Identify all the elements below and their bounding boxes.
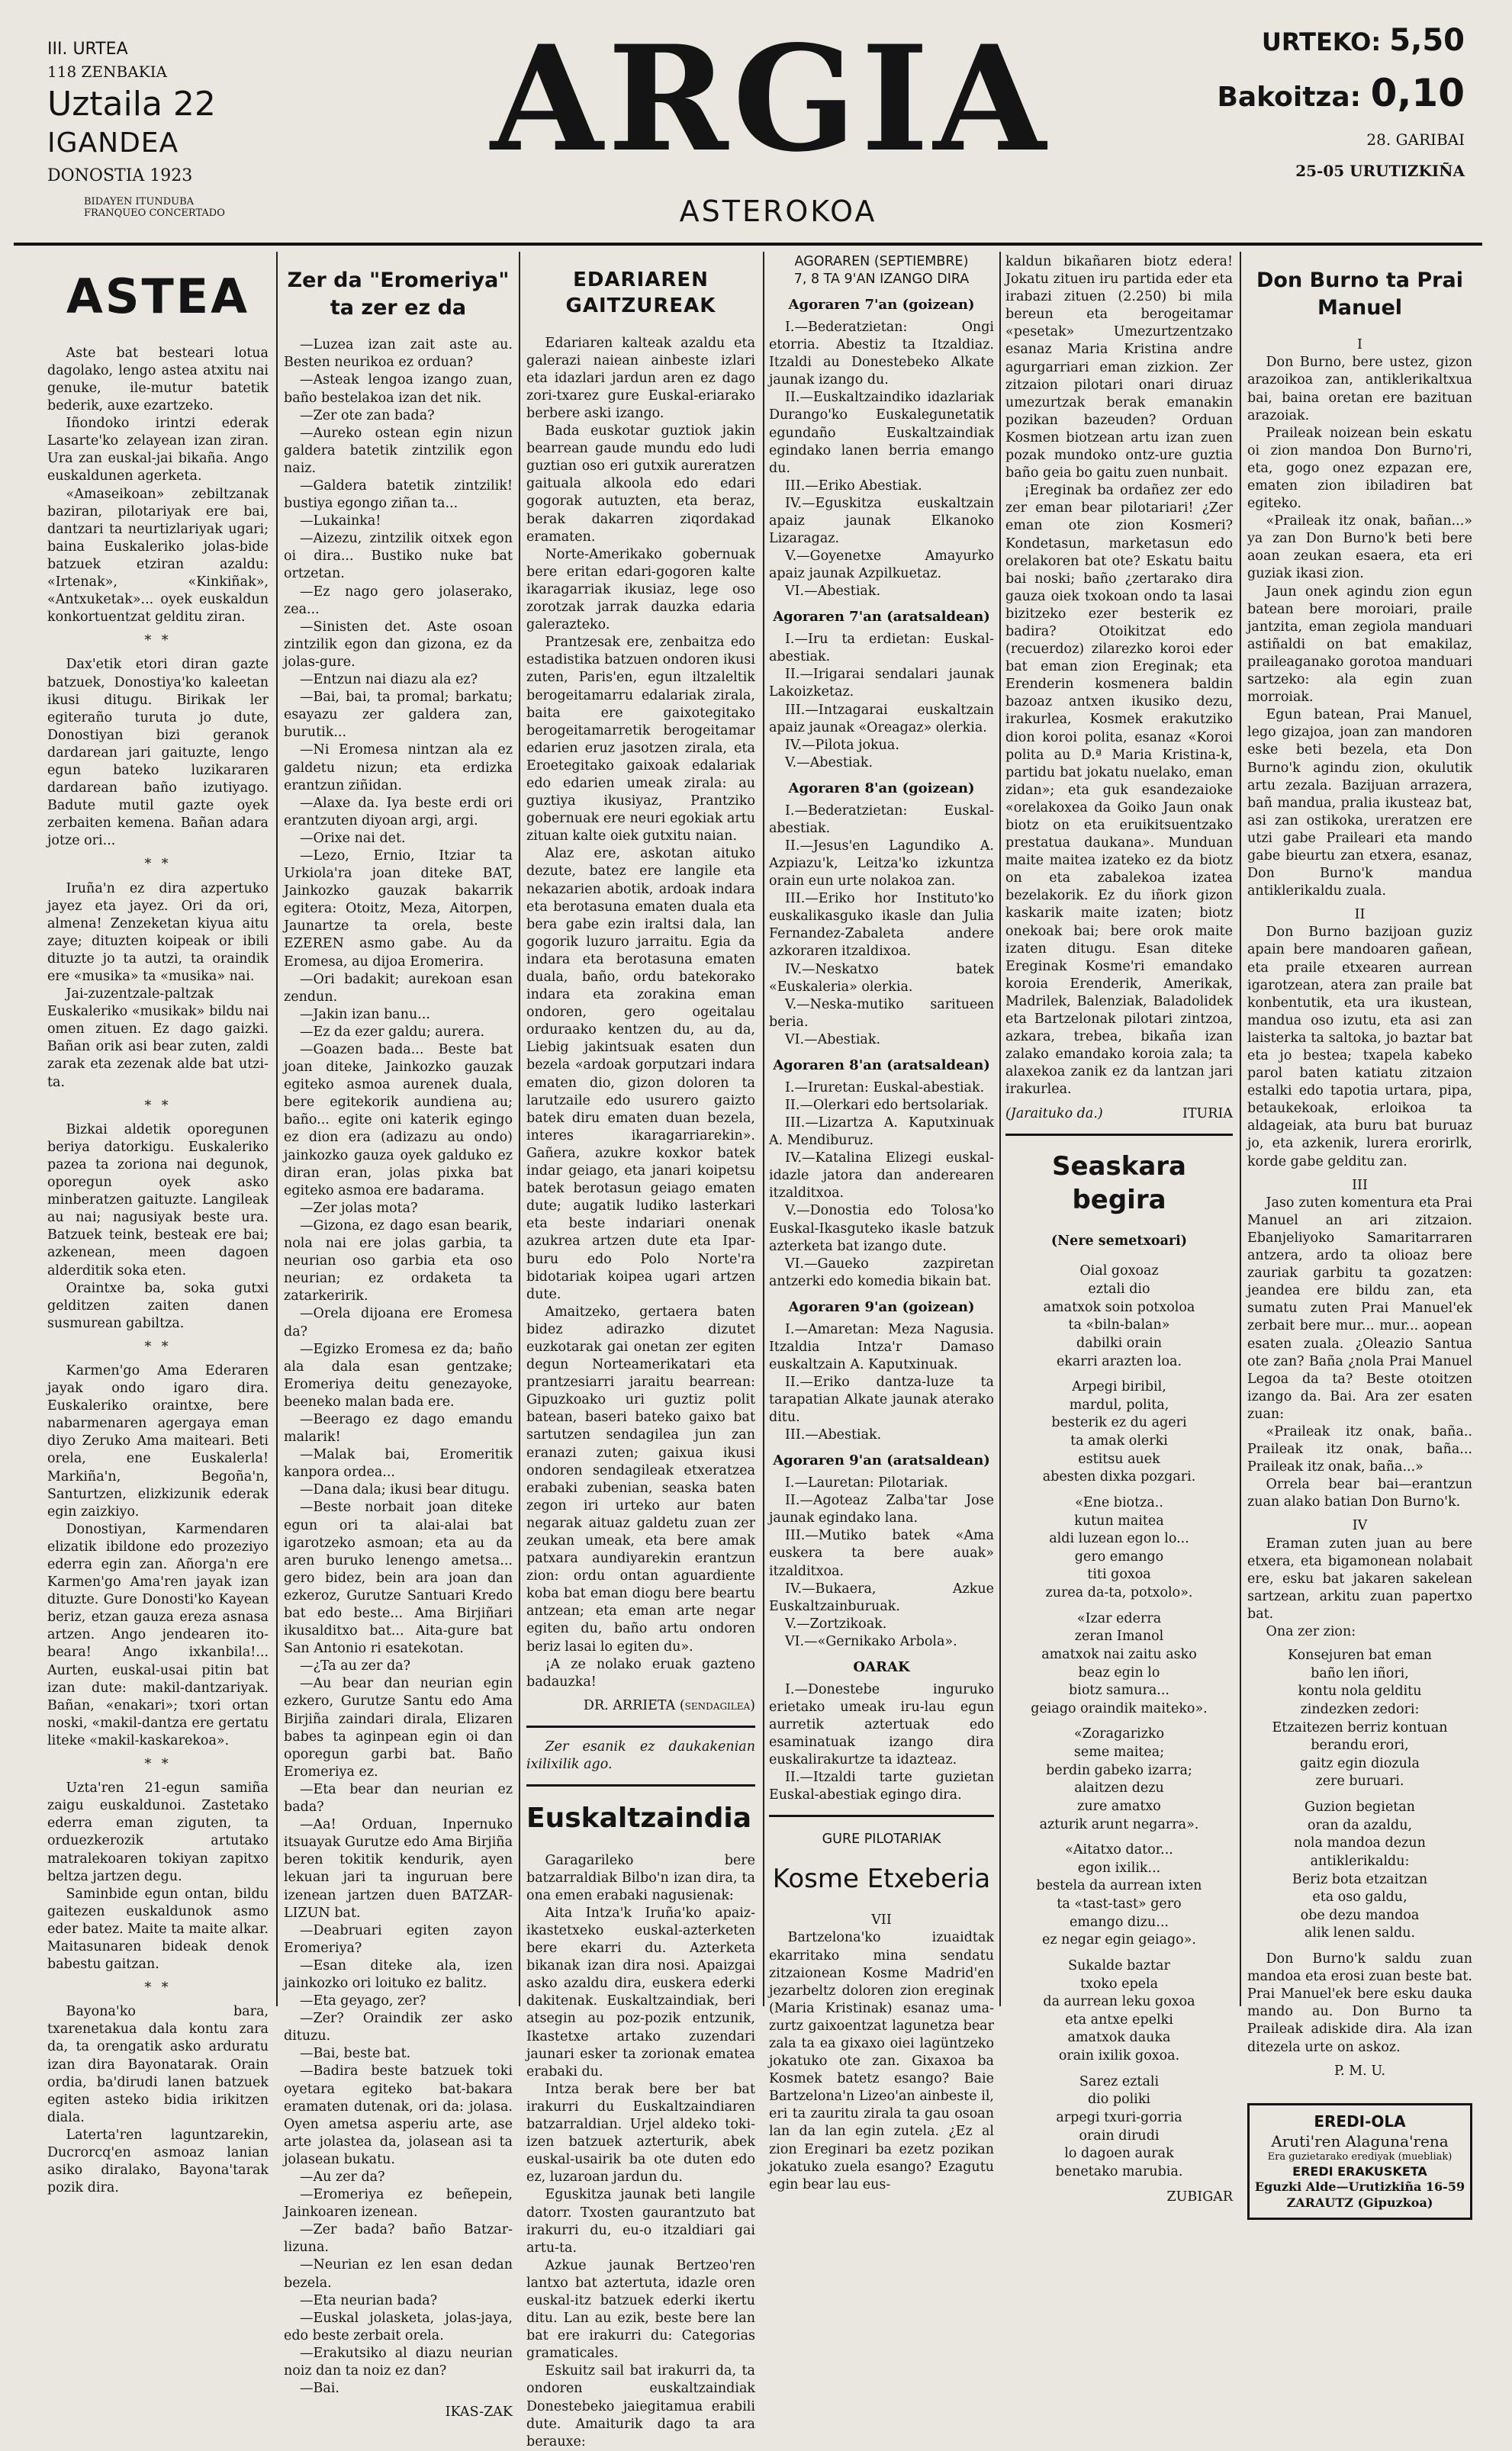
verse-line: arpegi txuri-gorria — [1056, 2109, 1182, 2125]
article-signature: ITURIA — [1182, 1105, 1233, 1121]
section-rule — [769, 1815, 994, 1817]
dialogue-line: —Malak bai, Eromeritik kanpora ordea... — [284, 1447, 513, 1481]
paragraph: Jai-zuzentzale-paltzak Euskaleriko «musikak» bildu nai omen zituen. Ez dago gaizki. Bañan orik asi bear zuten, zaldi zarak eta zezenak alde bat utzi-ta. — [47, 986, 269, 1090]
dialogue-line: —Lukainka! — [300, 513, 381, 529]
verse-line: mardul, polita, — [1069, 1397, 1169, 1413]
verse-line: «Izar ederra — [1076, 1610, 1162, 1626]
dialogue-line: —Eta bear dan neurian ez bada? — [284, 1781, 513, 1816]
dialogue-line: —Zer? Oraindik zer asko dituzu. — [284, 2011, 513, 2044]
verse-line: zeran Imanol — [1074, 1629, 1164, 1645]
program-item: VI.—«Gernikako Arbola». — [785, 1633, 957, 1649]
verse-line: Sukalde baztar — [1068, 1957, 1170, 1973]
dialogue-line: —Beerago ez dago emandu malarik! — [284, 1411, 513, 1446]
verse-line: «Zoragarizko — [1073, 1726, 1165, 1742]
header-left — [47, 40, 276, 219]
column-astea — [47, 253, 269, 2196]
verse-line: orain ixilik goxoa. — [1058, 2048, 1180, 2064]
verse-line: beaz egin lo — [1078, 1665, 1160, 1681]
column-eromeriya — [284, 253, 513, 2420]
verse-line: nola mandoa dezun — [1294, 1835, 1426, 1851]
program-heading-2: 7, 8 TA 9'AN IZANGO DIRA — [793, 272, 970, 288]
verse-line: Konsejuren bat eman — [1288, 1648, 1432, 1664]
dialogue-line: —Erakutsiko al diazu neurian noiz dan ta noiz ez dan? — [284, 2345, 513, 2379]
program-heading-1: AGORAREN (SEPTIEMBRE) — [794, 254, 969, 269]
verse-line: ez negar egin geiago». — [1042, 1932, 1196, 1948]
program-item: II.—Euskaltzaindiko idazlariak Durango'ko Euskalegunetatik egundaño Euskaltzaindiak egindako lanen berria emango du. — [769, 390, 994, 476]
paragraph: ¡Ereginak ba ordañez zer edo zer eman bear pilotariari! ¿Zer eman ote zion Kosmeri? Kondetasun, marketasun edo orelakoren bat ote? Eskatu baitu bai noski; baño ¿zertarako dira gauza oiek txokoan ondo ta lasai bizitzeko ezer besterik ez badira? Otoikitzat edo (recuerdoz) zilarezko koroi eder bat eman zion Ereginak; eta Erenderin kosmenera baldin bazoaz antxen ikusiko dezu, irakurlea, Kosmek erakutziko dion koroi polita, esanaz «Koroi polita au D.ª Maria Kristina-k, partidu bat jokatu nuelako, eman zidan»; eta guk esandezaioke «orelakoxea da Goiko Jaun onak biotz on eta eruikitsuentzako prestatua daukana». Munduan maite maitea izateko ez da biotz on eta zabalekoa izatea bezelakorik. Ez du iñork gizon kaskarik maite izaten; biotz onekoak bai; bere orok maite izaten ditugu. Esan diteke Ereginak Kosme'ri emandako koroia Erenderik, Amerikak, Madrilek, Balenziak, Baladolidek eta Bartzelonak pilotari zintzoa, azkara, trebea, bikaña izan zalako emandako koroia zala; ta alaxekoa zanik ez da lantzan jari irakurlea. — [1005, 483, 1233, 1098]
dialogue-line: —Entzun nai diazu ala ez? — [300, 672, 478, 688]
dialogue-line: —Bai, bai, ta promal; barkatu; esayazu zer galdera zan, burutik... — [284, 690, 513, 741]
program-item: IV.—Katalina Elizegi euskal-idazle jatora dan anderearen itzalditxoa. — [769, 1150, 994, 1201]
paragraph: Donostiyan, Karmendaren elizatik ibildone edo prozeziyo ederra egin zan. Añorga'n ere Karmen'go Ama'ren jayak izan dituzte. Gure Donosti'ko Kayean beriz, etzan gauza ereza asnasa artzen. Ango jendearen ito-beara! Ango ixkanbila!... Aurten, euskal-usai pitin bat izan dute: makil-dantzariyak. Bañan, «enakari»; txori ortan noski, «makil-dantza ere gertatu liteke «makil-kaskarekoa». — [47, 1521, 269, 1748]
separator-stars: * * — [144, 633, 172, 649]
dialogue-line: —Sinisten det. Aste osoan zintzilik egon dan gizona, ez da jolas-gure. — [284, 619, 513, 670]
dialogue-line: —Beste norbait joan diteke egun ori ta alai-alai bat igarotzeko asmoan; eta au da aren buruko lenengo ametsa... gero bidez, bein ara joan dan ezkeroz, Gurutze Santuari Kredo bat edo beste... Ama Birjiñari ikusalditxo bat... Aita-gure bat San Antonio ri esatekotan. — [284, 1500, 513, 1657]
verse-line: txoko epela — [1079, 1976, 1159, 1992]
program-item: II.—Eriko dantza-luze ta tarapatian Alkate jaunak aterako ditu. — [769, 1374, 994, 1426]
column-rule — [999, 252, 1001, 2006]
part-number: III — [1352, 1177, 1368, 1193]
dialogue-line: —Zer bada? baño Batzar-lizuna. — [284, 2222, 513, 2256]
signature-row — [1005, 1105, 1233, 1123]
verse-line: ta «tast-tast» gero — [1057, 1896, 1182, 1912]
stanza — [1005, 1610, 1233, 1719]
paragraph: Laterta'ren laguntzarekin, Ducrorcq'en asmoaz lanian asiko diralako, Bayona'tarak pozik dira. — [47, 2127, 269, 2196]
verse-line: Oial goxoaz — [1079, 1263, 1159, 1279]
issue-number: 118 ZENBAKIA — [47, 63, 167, 82]
verse-line: Sarez eztali — [1079, 2073, 1160, 2089]
program-item: I.—Bederatzietan: Ongi etorria. Abestiz ta Itzaldiaz. Itzaldi au Donestebeko Alkate jaunak izango du. — [769, 319, 994, 388]
program-day-heading: Agoraren 7'an (goizean) — [788, 297, 975, 314]
program-item: III.—Intzagarai euskaltzain apaiz jaunak «Oreagaz» olerkia. — [769, 702, 994, 735]
program-item: II.—Irigarai sendalari jaunak Lakoizketaz. — [769, 667, 994, 700]
verse-line: berandu erori, — [1311, 1738, 1409, 1754]
program-item: II.—Itzaldi tarte guzietan Euskal-abestiak egingo dira. — [769, 1770, 994, 1803]
verse — [1247, 1647, 1472, 1791]
verse-line: estitsu auek — [1078, 1451, 1160, 1467]
verse-line: benetako marubia. — [1055, 2163, 1183, 2179]
verse-line: dabilki orain — [1076, 1335, 1162, 1351]
paragraph: Saminbide egun ontan, bildu gaitezen euskaldunok asmo eder batez. Maite ta maite alkar. Maitasunaren bideak denok babestu gaitzan. — [47, 1886, 269, 1973]
paragraph: Intza berak bere ber bat irakurri du Euskaltzaindiaren batzarraldian. Urjel aldeko toki-izen batzuek azterturik, abek euskal-usairik ba ote duten edo ez, luzaroan jardun du. — [526, 2081, 755, 2186]
verse-line: eta oso galdu, — [1312, 1890, 1407, 1906]
verse-line: ta amak olerki — [1070, 1433, 1168, 1449]
annual-price-value: 5,50 — [1389, 23, 1465, 58]
dialogue-line: —Dana dala; ikusi bear ditugu. — [300, 1482, 510, 1498]
program-item: I.—Iru ta erdietan: Euskal-abestiak. — [769, 632, 994, 665]
program-item: I.—Iruretan: Euskal-abestiak. — [785, 1079, 985, 1095]
program-notes-heading: OARAK — [853, 1658, 910, 1675]
paragraph: Eraman zuten juan au bere etxera, eta bigamonean nolabait ere, esku bat jakaren sakelean sartzean, arkitu zuan papertxo bat. — [1247, 1536, 1472, 1622]
dialogue-line: —Aizezu, zintzilik oitxek egon oi dira... Bustiko nuke bat ortzetan. — [284, 531, 513, 582]
verse-line: ekarri arazten loa. — [1056, 1353, 1182, 1369]
verse-line: emango dizu... — [1070, 1914, 1169, 1930]
column-rule — [763, 252, 764, 2006]
program-item: V.—Neska-mutiko saritueen beria. — [769, 996, 994, 1030]
verse-line: besterik ez du ageri — [1051, 1415, 1187, 1431]
program-item: IV.—Pilota jokua. — [785, 737, 899, 753]
header-right — [1175, 23, 1465, 180]
program-item: II.—Olerkari edo bertsolariak. — [785, 1097, 989, 1113]
paragraph: Orrela bear bai—erantzun zuan alako batian Don Burno'k. — [1247, 1477, 1472, 1510]
separator-stars: * * — [144, 1098, 172, 1114]
paragraph: Don Burno'k saldu zuan mandoa eta erosi zuan beste bat. Prai Manuel'ek bere esku dauka mando au. Don Burno ta Praileak adiskide dira. Ala izan ditezela urte on askoz. — [1247, 1951, 1472, 2055]
ad-title: EREDI-OLA — [1314, 2112, 1406, 2131]
paragraph: Jaun onek agindu zion egun batean bere moroiari, praile jantzita, eman zegiola manduari astiñaldi on bat emakilaz, praileaganako gorotoa manduari sartzeko: ala egin zuan morroiak. — [1247, 584, 1472, 706]
single-price — [1175, 72, 1465, 116]
program-item: II.—Jesus'en Lagundiko A. Azpiazu'k, Leitza'ko izkuntza orain eun urte nolakoa zan. — [769, 838, 994, 889]
verse-line: zere buruari. — [1315, 1774, 1404, 1790]
verse-line: Etzaitezen berriz kontuan — [1272, 1719, 1448, 1735]
verse-line: zurea da-ta, potxolo». — [1045, 1585, 1193, 1601]
part-number: II — [1354, 907, 1366, 923]
paragraph: Don Burno, bere ustez, gizon arazoikoa zan, antiklerikaltxua bai, baina oretan ere bazituan arazoiak. — [1247, 355, 1472, 423]
verse-line: eta antxe epelki — [1065, 2012, 1173, 2028]
verse-line: amatxok soin potxoloa — [1043, 1299, 1195, 1315]
verse-line: «Aitatxo dator... — [1065, 1842, 1173, 1858]
verse-line: titi goxoa — [1087, 1567, 1151, 1583]
part-number: I — [1357, 337, 1362, 353]
paragraph: Uzta'ren 21-egun samiña zaigu euskaldunoi. Zastetako ederra eman ziguten, ta orduezkerozik artutako matralekoaren tokiyan zapitxo beltza jartzen degu. — [47, 1780, 269, 1884]
program-item: V.—Goyenetxe Amayurko apaiz jaunak Azpilkuetaz. — [769, 548, 994, 582]
paragraph: Azkue jaunak Bertzeo'ren lantxo bat aztertuta, idazle oren euskal-itz batzuek ederki ikertu ditu. Lan au ezik, beste bere lan bat ere irakurri du: Categorias gramaticales. — [526, 2257, 755, 2362]
verse-line: Guzion begietan — [1305, 1800, 1415, 1816]
verse-line: egon ixilik... — [1077, 1860, 1161, 1876]
section-rule — [526, 1726, 755, 1728]
stanza — [1005, 1957, 1233, 2066]
program-day-heading: Agoraren 9'an (aratsaldean) — [773, 1452, 990, 1469]
dialogue-line: —Alaxe da. Iya beste erdi ori erantzuten diyoan argi, argi. — [284, 795, 513, 828]
verse-line: orain dirudi — [1079, 2128, 1160, 2144]
article-signature: ZUBIGAR — [1166, 2189, 1233, 2205]
continued-note: (Jaraituko da.) — [1005, 1105, 1103, 1121]
dialogue-line: —Luzea izan zait aste au. Besten neurikoa ez orduan? — [284, 337, 513, 371]
program-item: IV.—Bukaera, Azkue Euskaltzainburuak. — [769, 1581, 994, 1614]
program-item: II.—Agoteaz Zalba'tar Jose jaunak egindako lana. — [769, 1493, 994, 1526]
masthead-subtitle: ASTEROKOA — [679, 195, 877, 228]
verse-line: amatxok nai zaitu asko — [1041, 1646, 1197, 1662]
paragraph: Edariaren kalteak azaldu eta galerazi naiean ainbeste izlari eta idazlari jardun aren ez dago zori-txarez gure Euskal-eriarako berbere aski izango. — [526, 335, 755, 421]
masthead-title: ARGIA — [491, 14, 1050, 184]
dialogue-line: —Zer jolas mota? — [300, 1200, 418, 1216]
paragraph: Bizkai aldetik oporegunen beriya datorkigu. Euskaleriko pazea ta zoriona nai degunok, oporegun oyek asko minberatzen gaituzte. Langileak au nai; nagusiyak beste ura. Batzuek teink, besteak ere bai; azkenean, meen dagoen alderditik soka eten. — [47, 1121, 269, 1279]
paragraph: Aste bat besteari lotua dagolako, lengo astea atxitu nai genuke, ile-mutur batetik bederik, auxe ezartzeko. — [47, 345, 269, 414]
article-signature: IKAS-ZAK — [445, 2404, 513, 2420]
column-rule — [276, 252, 278, 2006]
paragraph: kaldun bikañaren biotz edera! Jokatu zituen iru partida eder eta irabazi zituen (2.250) bi mila bereun eta berogeitamar «pesetak» Umezurtzentzako esanaz Maria Kristina andre agurgarriari eman zizkion. Zer zitzaion pilotari onari diruaz umezurtzak berak emanakin pozikan bazeuden? Orduan Kosmen biotzean artu izan zuen pozak mundoko ontz-ure guztia baño geia bo gaitu zuen nunbait. — [1005, 254, 1233, 481]
stanza — [1005, 1262, 1233, 1371]
column-kosme-seaskara — [1005, 253, 1233, 2205]
article-title: Don Burno ta Prai Manuel — [1256, 269, 1463, 320]
verse-line: seme maitea; — [1073, 1745, 1165, 1761]
program-day-heading: Agoraren 7'an (aratsaldean) — [773, 609, 990, 626]
dialogue-line: —Eta neurian bada? — [300, 2292, 438, 2308]
poem — [1005, 1262, 1233, 2181]
verse-line: biotz samura... — [1069, 1683, 1169, 1699]
dialogue-line: —Aureko ostean egin nizun galdera batetik zintzilik egon naiz. — [284, 425, 513, 476]
year-label: III. URTEA — [47, 40, 128, 59]
issue-weekday: IGANDEA — [47, 127, 179, 159]
dialogue-lines — [284, 336, 513, 2398]
dialogue-line: —Bai. — [300, 2381, 339, 2397]
program-item: III.—Lizartza A. Kaputxinuak A. Mendiburuz. — [769, 1115, 994, 1149]
paragraph: Bada euskotar guztiok jakin bearrean gaude mundu edo ludi guztian oso eri gutxik aureratzen gaituala alkoola edo edari gogorak autuzten, eta beraz, berak dakarren ziqordakad eramaten. — [526, 423, 755, 545]
annual-price — [1175, 23, 1465, 58]
dialogue-line: —Jakin izan banu... — [300, 1006, 430, 1022]
dialogue-line: —Badira beste batzuek toki oyetara egiteko bat-bakara eramaten dutenak, ori da: jolasa. Oyen ametsa asperiu arte, ase arte jolastea da, jolasean asi ta jolasean bukatu. — [284, 2063, 513, 2167]
verse-line: baño len iñori, — [1311, 1665, 1409, 1681]
program-list — [769, 1079, 994, 1291]
verse-line: amatxok dauka — [1067, 2030, 1171, 2046]
program-item: V.—Donostia edo Tolosa'ko Euskal-Ikasguteko ikasle batzuk azterketa bat izango dute. — [769, 1203, 994, 1254]
paragraph: «Praileak itz onak, bañan...» ya zan Don Burno'k beti bere aoan zeukan esaera, eta eri guziak ikasi zion. — [1247, 513, 1472, 582]
section-rule — [1005, 1134, 1233, 1136]
ad-tagline: Era guzietarako erediyak (muebliak) — [1267, 2150, 1452, 2163]
paragraph: «Praileak itz onak, baña.. Praileak itz onak, baña... Praileak itz onak, baña...» — [1247, 1423, 1472, 1475]
program-item: V.—Zortzikoak. — [785, 1616, 887, 1632]
paragraph: Norte-Amerikako gobernuak bere eritan edari-gogoren kalte ikaragarriak ikusiaz, lege oso zorotzak jarrak dauzka edaria galerazteko. — [526, 546, 755, 633]
verse-line: Arpegi biribil, — [1072, 1379, 1166, 1395]
paragraph: Egun batean, Prai Manuel, lego gizajoa, joan zan mandoren eske beti bezela, eta Don Burno'k agindu zion, okulutik artu zezala. Bazijuan arrazera, bañ mandua, pralia ikusteaz bat, asi zan ostikoka, ureratzen ere utzi gabe Praileari eta mando gabe bieurtu zan etxera, esanaz, Don Burno'k mandua antiklerikaldu zuala. — [1247, 707, 1472, 899]
single-price-value: 0,10 — [1370, 71, 1465, 115]
paragraph: Praileak noizean bein eskatu oi zion mandoa Don Burno'ri, eta, gogo onez ezpazan ere, ematen zion ibiladiren bat egiteko. — [1247, 425, 1472, 512]
paragraph: Garagarileko bere batzarraldiak Bilbo'n izan dira, ta ona emen erabaki nagusienak: — [526, 1852, 755, 1903]
dialogue-line: —Orixe nai det. — [300, 830, 406, 846]
program-item: I.—Lauretan: Pilotariak. — [785, 1475, 948, 1491]
paragraph: Alaz ere, askotan aituko dezute, batez ere langile eta nekazarien abotik, ardoak indara eta berotasuna ematen duala eta bera gabe ezin iraltsi dala, lan gogorik luzuro jarraitu. Egia da indara eta berotasuna ematen duala, baño, ordu batekorako indara eta zorakina eman ondoren, gero ogeitalau orduraako kentzen du, au da, Liebig jakintsuak esaten dun bezela «ardoak gorputzari indara ematen dio, gizon doloren ta larutzaile edo usurero gaizto batek diru ematen duan bezela, interes ikaragarriarekin». Gañera, azukre koxkor batek indar geiago, eta janari koipetsu batek berotasun geiago ematen dute; augatik ludiko lasterkari eta beste indariari onenak azukrea artzen dute eta Ipar-buru edo Polo Norte'ra bidotariak koipea ugari artzen dute. — [526, 846, 755, 1302]
paragraph: Jaso zuten komentura eta Prai Manuel an ari zitzaion. Ebanjeliyoko Samaritarraren antzera, ardo ta olioaz bere zauriak garbitu ta gozatzen: jeandea ere bildu zan, eta sumatu zuten Prai Manuel'ek zerbait bere mur... mur... aopean esaten zuala. ¿Oleazio Santua ote zan? Baña ¿nola Prai Manuel Legoa da ta? Beste otoitzen izango da. Bai. Ara zer esaten zuan: — [1247, 1195, 1472, 1422]
program-day-heading: Agoraren 9'an (goizean) — [788, 1298, 975, 1315]
program-item: I.—Donestebe inguruko erietako umeak iru-lau egun aurretik aztertuak edo esaminatuak izango dira euskalirakurtze ta idazteaz. — [769, 1681, 994, 1768]
paragraph: Iñondoko irintzi ederak Lasarte'ko zelayean izan ziran. Ura zan euskal-jai bikaña. Ango euskaldunen agerketa. — [47, 416, 269, 484]
dialogue-line: —Esan diteke ala, izen jainkozko ori loituko ez balitz. — [284, 1957, 513, 1991]
dialogue-line: —Euskal jolasketa, jolas-jaya, edo beste zerbait orela. — [284, 2310, 513, 2343]
issue-date: Uztaila 22 — [47, 85, 216, 124]
paragraph: Bayona'ko bara, txarenetakua dala kontu zara da, ta orengatik asko arduratu izan dira Bayonatarak. Orain ordia, ba'dirudi lanen batzuek egiten asteko bidia irikitzen diala. — [47, 2004, 269, 2125]
article-signature: P. M. U. — [1333, 2063, 1386, 2079]
program-item: IV.—Neskatxo batek «Euskaleria» olerkia. — [769, 961, 994, 995]
verse-line: gero emango — [1074, 1549, 1164, 1565]
program-list — [769, 319, 994, 601]
verse-line: kutun maitea — [1074, 1513, 1164, 1529]
dialogue-line: —Ori badakit; aurekoan esan zendun. — [284, 971, 513, 1005]
verse-line: bestela da aurrean ixten — [1036, 1878, 1202, 1894]
dialogue-line: —Deabruari egiten zayon Eromeriya? — [284, 1922, 513, 1956]
paragraph: ¡A ze nolako eruak gazteno badauzka! — [526, 1656, 755, 1690]
article-subtitle: (Nere semetxoari) — [1050, 1234, 1188, 1250]
section-rule — [526, 1784, 755, 1787]
single-price-label: Bakoitza: — [1217, 82, 1362, 113]
verse-line: «Ene biotza.. — [1075, 1494, 1163, 1510]
verse-line: abesten dixka pozgari. — [1042, 1469, 1196, 1485]
program-item: I.—Amaretan: Meza Nagusia. Itzaldia Intza'r Damaso euskaltzain A. Kaputxinuak. — [769, 1321, 994, 1372]
part-number: IV — [1352, 1518, 1368, 1534]
garibai-date: 28. GARIBAI — [1366, 130, 1465, 149]
dialogue-line: —Neurian ez len esan dedan bezela. — [284, 2257, 513, 2291]
program-item: VI.—Gaueko zazpiretan antzerki edo komedia bikain bat. — [769, 1256, 994, 1289]
paragraph: Prantzesak ere, zenbaitza edo estadistika batzuen ondoren ikusi zuten, Paris'en, egun iltzaleltik berogeitamarru edalariak zirala, baita ere gaixotegitako berogeitamarretik berogeitamar edarien eruz jasotzen zirala, eta Eroetegitako gaixoak edalariak edo edarien umeak zirala: au guztiya ikusiyaz, Prantziko gobernuak ere neuri egokiak artu zituan kalte oiek gutxitu naian. — [526, 635, 755, 844]
paragraph: Iruña'n ez dira azpertuko jayez eta jayez. Ori da ori, almena! Zenzeketan kiyua aitu zaye; dituzten koipeak or ibili dituzte jo ta autzi, ta oraindik ere «musika» ta «musika» nai. — [47, 880, 269, 985]
program-day-heading: Agoraren 8'an (goizean) — [788, 780, 975, 796]
advertisement-box — [1247, 2103, 1472, 2220]
program-list — [769, 631, 994, 772]
note-italic: Zer esanik ez daukakenian ixilixilik ago. — [526, 1739, 755, 1773]
verse-line: zindezken zedori: — [1300, 1701, 1420, 1717]
urutizkina-date: 25-05 URUTIZKIÑA — [1295, 161, 1465, 180]
stanza — [1005, 1726, 1233, 1834]
article-title: Kosme Etxeberia — [772, 1864, 991, 1895]
separator-stars: * * — [144, 1980, 172, 1996]
dialogue-line: —Aa! Orduan, Inpernuko itsuayak Gurutze edo Ama Birjiña beren tokitik kendurik, ayen lekuan jari ta inguruan bere izenean jartzen duen BATZAR-LIZUN bat. — [284, 1817, 513, 1921]
column-rule — [1240, 252, 1241, 2006]
ad-showroom: EREDI ERAKUSKETA — [1292, 2163, 1427, 2179]
dialogue-line: —Gizona, ez dago esan bearik, nola nai ere jolas garbia, ta neurian oso garbia eta oso neurian; ez ordaketa ta zatarkeririk. — [284, 1217, 513, 1304]
program-list — [769, 1321, 994, 1445]
stanza — [1005, 1494, 1233, 1603]
verse-line: Beriz bota etzaitzan — [1292, 1871, 1428, 1887]
dialogue-line: —Ni Eromesa nintzan ala ez galdetu nizun; eta erdizka erantzun ziñidan. — [284, 742, 513, 793]
stanza — [1005, 2073, 1233, 2182]
ad-owner: Aruti'ren Alaguna'rena — [1271, 2131, 1449, 2150]
dialogue-line: —Au zer da? — [300, 2170, 385, 2185]
article-title: Zer da "Eromeriya" ta zer ez da — [287, 269, 510, 320]
verse-line: kontu nola gelditu — [1298, 1684, 1422, 1700]
verse-line: da aurrean leku goxoa — [1043, 1994, 1195, 2010]
header-rule — [14, 243, 1482, 246]
verse-line: geiago oraindik maiteko». — [1031, 1700, 1208, 1716]
separator-stars: * * — [144, 1339, 172, 1355]
program-item: III.—Eriko hor Instituto'ko euskalikasguko ikasle dan Julia Fernandez-Zabaleta andere azkoraren itzaldixoa. — [769, 891, 994, 960]
program-item: VI.—Abestiak. — [785, 584, 881, 600]
dialogue-line: —Bai, beste bat. — [300, 2046, 411, 2062]
verse-line: oran da azaldu, — [1307, 1817, 1413, 1833]
dialogue-line: —Egizko Eromesa ez da; baño ala dala esan gentzake; Eromeriya deitu genezayoke, beeneko malan bada ere. — [284, 1341, 513, 1410]
program-item: V.—Abestiak. — [785, 754, 873, 770]
verse-line: berdin gabeko izarra; — [1046, 1762, 1192, 1778]
verse-line: obe dezu mandoa — [1300, 1907, 1420, 1923]
program-item: III.—Mutiko batek «Ama euskera ta bere auak» itzalditxoa. — [769, 1528, 994, 1579]
paragraph: Bartzelona'ko izuaidtak ekarritako mina sendatu zitzaionean Kosme Madrid'en jezarbeltz doloren zion ereginak (Maria Kristinak) esanaz uma-zurtz gaixoentzat lagunetza bear zala ta ea gixaxo oiei lagüntzeko jokatuko ote zan. Gixaxoa ba Kosmek batetz esango? Baie Bartzelona'n Lizeo'an ainbeste il, eri ta zauritu zirala ta gau osoan lan da lan egin zutela. ¿Ez al zion Ereginari ba ezetz pozikan jokatuko zuela esango? Ezagutu egin bear lau eus- — [769, 1930, 994, 2192]
paragraph: Dax'etik etori diran gazte batzuek, Donostiya'ko kaleetan ikusi ditugu. Birikak ler egiteraño turuta jo dute, Donostiyan bizi geranok dardarean jari gaituzte, lengo egun bateko luzikararen dardarean baño izutiyago. Badute mutil gazte oyek zerbaiten kemena. Bañan adara jotze ori... — [47, 657, 269, 849]
dialogue-line: —Eromeriya ez beñepein, Jainkoaren izenean. — [284, 2187, 513, 2221]
dialogue-line: —Zer ote zan bada? — [300, 407, 435, 423]
article-signature: DR. ARRIETA (sendagilea) — [583, 1697, 755, 1713]
postal-note-1: BIDAYEN ITUNDUBA — [84, 195, 195, 207]
dialogue-line: —Eta geyago, zer? — [300, 1993, 426, 2009]
paragraph: Amaitzeko, gertaera baten bidez adirazko dizutet euzkotarak gai onetan zer egiten degun Norteamerikatari eta prantzesiarri jaraitu bearrean: Gipuzkoako uri guztiz polit batean, baseri bateko gaixo bat sartutzen sendagilea jun zan eranazi zuten; gaixua ikusi ondoren sendagileak etxeratzea erabaki zubenian, seaska baten zegon iri urteko aur baten negarak aituaz galdetu zuan zer zeukan umeak, eta bere amak patxara aundiyarekin erantzun zion: ordu ontan aguardiente koba bat eman diogu bere beartu antzean; eta eman arte negar egiten du, baño artu ondoren beriz lasai lo egiten du». — [526, 1304, 755, 1655]
verse-line: ta «biln-balan» — [1068, 1317, 1170, 1333]
verse-line: azturik arunt negarra». — [1039, 1816, 1199, 1832]
paragraph: Oraintxe ba, soka gutxi gelditzen zaiten danen susmurean gabiltza. — [47, 1280, 269, 1331]
dialogue-line: —Au bear dan neurian egin ezkero, Gurutze Santu edo Ama Birjiña zaindari dirala, Elizaren babes ta aginpean egin oi dan oporegun garbi bat. Baño Eromeriya ez. — [284, 1676, 513, 1780]
verse-line: alaitzen dezu — [1074, 1780, 1164, 1796]
separator-stars: * * — [144, 857, 172, 873]
part-number: VII — [871, 1912, 892, 1928]
column-edariaren — [526, 253, 755, 2449]
column-program — [769, 253, 994, 2192]
paragraph: Don Burno bazijoan guziz apain bere mandoaren gañean, eta praile etxearen aurrean igarotzean, atera zan praile bat konbentutik, eta ura ikustean, mandua oso izutu, eta asi zan laisterka ta saltoka, jo baztar bat eta jo bestea; txapela kabeko parol baten katiatu zitzaion estalki edo tapotia urtara, pipa, betaukekoak, erloikoa ta aldageiak, ata buru bat buruaz jo, eta azkenik, lurera erorirlk, korde gabe gelditu zan. — [1247, 925, 1472, 1169]
annual-price-label: URTEKO: — [1261, 27, 1382, 56]
dialogue-line: —Galdera batetik zintzilik! bustiya egongo ziñan ta... — [284, 478, 513, 512]
verse-line: lo dagoen aurak — [1064, 2146, 1174, 2162]
verse-line: gaitz egin diozula — [1300, 1755, 1420, 1771]
dialogue-line: —¿Ta au zer da? — [300, 1658, 410, 1674]
program-item: IV.—Eguskitza euskaltzain apaiz jaunak Elkanoko Lizaragaz. — [769, 495, 994, 547]
separator-stars: * * — [144, 1757, 172, 1773]
article-title: Seaskara begira — [1052, 1150, 1186, 1216]
verse-line: antiklerikaldu: — [1310, 1853, 1410, 1869]
program-list — [769, 1681, 994, 1805]
program-item: III.—Eriko Abestiak. — [785, 478, 922, 494]
dialogue-line: —Lezo, Ernio, Itziar ta Urkiola'ra joan diteke BAT, Jainkozko gauzak bakarrik egitera: Otoitz, Meza, Aitorpen, Jaunartze ta orela, beste EZEREN asmo gabe. Au da Eromesa, au dijoa Eromerira. — [284, 848, 513, 970]
article-title: Euskaltzaindia — [526, 1803, 752, 1835]
dialogue-line: —Ez da ezer galdu; aurera. — [300, 1024, 485, 1040]
section-label: GURE PILOTARIAK — [822, 1832, 941, 1848]
stanza — [1005, 1841, 1233, 1950]
issue-place-year: DONOSTIA 1923 — [47, 166, 193, 186]
program-day-heading: Agoraren 8'an (aratsaldean) — [773, 1057, 990, 1073]
program-list — [769, 803, 994, 1049]
article-title: EDARIAREN GAITZUREAK — [565, 269, 716, 318]
dialogue-line: —Orela dijoana ere Eromesa da? — [284, 1306, 513, 1340]
verse-line: alik lenen saldu. — [1304, 1925, 1416, 1941]
program-item: VI.—Abestiak. — [785, 1031, 881, 1047]
postal-note-2: FRANQUEO CONCERTADO — [84, 207, 225, 219]
ad-town: ZARAUTZ (Gipuzkoa) — [1286, 2195, 1433, 2211]
program-item: III.—Abestiak. — [785, 1427, 882, 1443]
verse-line: eztali dio — [1088, 1282, 1150, 1298]
ad-address: Eguzki Alde—Urutizkiña 16-59 — [1254, 2179, 1465, 2195]
program-item: I.—Bederatzietan: Euskal-abestiak. — [769, 803, 994, 836]
paragraph: Karmen'go Ama Ederaren jayak ondo igaro dira. Euskaleriko oraintxe, bere nabarmenaren agergaya eman diyo Zeruko Ama maiteari. Beti orela, ene Euskalerla! Markiña'n, Begoña'n, Santurtzen, elizkizunik ederak egin zaizkiyo. — [47, 1362, 269, 1520]
dialogue-line: —Asteak lengoa izango zuan, baño bestelakoa izan det nik. — [284, 372, 513, 406]
verse-line: aldi luzean egon lo... — [1049, 1531, 1189, 1547]
verse — [1247, 1799, 1472, 1943]
paragraph: Ona zer zion: — [1266, 1624, 1356, 1639]
paragraph: Eguskitza jaunak beti langile datorr. Txosten gaurantzuto bat irakurri du, eu-o itzaldiari gai artu-ta. — [526, 2187, 755, 2256]
verse-line: zure amatxo — [1077, 1798, 1161, 1814]
program-list — [769, 1475, 994, 1651]
dialogue-line: —Goazen bada... Beste bat joan diteke, Jainkozko gauzak egiteko asmoa aurenek duala, bere egitekorik aundiena au; baño... egite oni katerik egingo ez dion era (adizazu au ondo) jainkozko gauza oyek galduko ez diran eran, jolas pixka bat egiteko asmoa ere badarama. — [284, 1042, 513, 1198]
column-don-burno — [1247, 253, 1472, 2211]
paragraph: Aita Intza'k Iruña'ko apaiz-ikastetxeko euskal-azterketen bere ekarri du. Azterketa bikanak izan dira nosi. Apaizgai asko azaldu dira, euskera ederki dakitenak. Euskaltzaindiak, beri atsegin au poz-pozik entzunik, Ikastetxe artako zuzendari jaunari esker ta zorionak ematea erabaki du. — [526, 1905, 755, 2079]
dialogue-line: —Ez nago gero jolaserako, zea... — [284, 584, 513, 617]
article-title: ASTEA — [66, 269, 250, 324]
paragraph: «Amaseikoan» zebiltzanak baziran, pilotariyak ere bai, dantzari ta neurtizlariyak ugari; baina Euskaleriko jolas-bide batzuek etziran azaldu: «Irtenak», «Kinkiñak», «Antxuketak»... oyek euskaldun konkortuentzat gelditu ziran. — [47, 486, 269, 626]
verse-line: dio poliki — [1087, 2092, 1151, 2108]
stanza — [1005, 1378, 1233, 1487]
column-rule — [519, 252, 520, 2006]
paragraph: Eskuitz sail bat irakurri da, ta ondoren euskaltzaindiak Donestebeko jaiegitamua erabili dute. Amaiturik dago ta ara berauxe: — [526, 2363, 755, 2449]
